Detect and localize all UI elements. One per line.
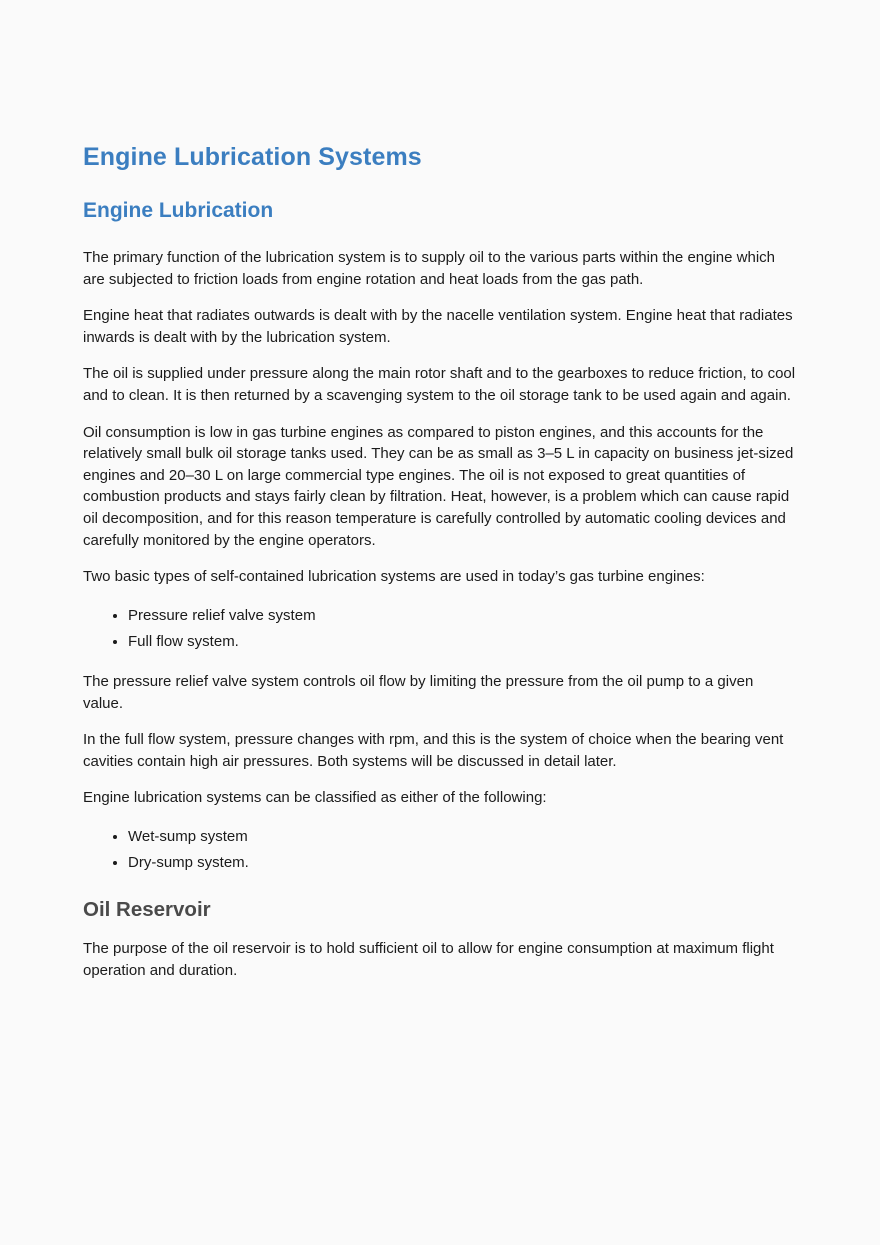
paragraph-primary-function: The primary function of the lubrication system is to supply oil to the various parts within the engine which are subjected to friction loads from engine rotation and heat loads from the gas path.: [83, 249, 776, 288]
list-item-wet-sump-system: • Wet-sump system: [128, 826, 797, 848]
paragraph-two-basic-types: Two basic types of self-contained lubrication systems are used in today’s gas turbine engines:: [83, 568, 705, 586]
paragraph-engine-heat: Engine heat that radiates outwards is dealt with by the nacelle ventilation system. Engine heat that radiates inwards is dealt with by the lubrication system.: [83, 307, 793, 346]
list-item-pressure-relief-valve-system: • Pressure relief valve system: [128, 605, 797, 627]
paragraph-classification-intro: Engine lubrication systems can be classified as either of the following:: [83, 789, 547, 807]
list-item-dry-sump-system: • Dry-sump system.: [128, 852, 797, 874]
page-title: Engine Lubrication Systems: [83, 143, 422, 171]
section-heading-engine-lubrication: Engine Lubrication: [83, 199, 274, 222]
paragraph-oil-reservoir-purpose: The purpose of the oil reservoir is to hold sufficient oil to allow for engine consumption at maximum flight operation and duration.: [83, 940, 774, 979]
sump-system-types-list: [83, 826, 797, 874]
paragraph-oil-supply: The oil is supplied under pressure along the main rotor shaft and to the gearboxes to reduce friction, to cool and to clean. It is then returned by a scavenging system to the oil storage tank to be used again and again.: [83, 365, 796, 404]
paragraph-full-flow: In the full flow system, pressure changes with rpm, and this is the system of choice when the bearing vent cavities contain high air pressures. Both systems will be discussed in detail later.: [83, 731, 784, 770]
paragraph-oil-consumption: Oil consumption is low in gas turbine engines as compared to piston engines, and this accounts for the relatively small bulk oil storage tanks used. They can be as small as 3–5 L in capacity on business jet-sized engines and 20–30 L on large commercial type engines. The oil is not exposed to great quantities of combustion products and stays fairly clean by filtration. Heat, however, is a problem which can cause rapid oil decomposition, and for this reason temperature is carefully controlled by automatic cooling devices and carefully monitored by the engine operators.: [83, 423, 794, 549]
list-item-full-flow-system: • Full flow system.: [128, 631, 797, 653]
subsection-heading-oil-reservoir: Oil Reservoir: [83, 898, 211, 922]
lubrication-system-types-list: [83, 605, 797, 653]
paragraph-pressure-relief-valve: The pressure relief valve system controls oil flow by limiting the pressure from the oil pump to a given value.: [83, 672, 754, 712]
